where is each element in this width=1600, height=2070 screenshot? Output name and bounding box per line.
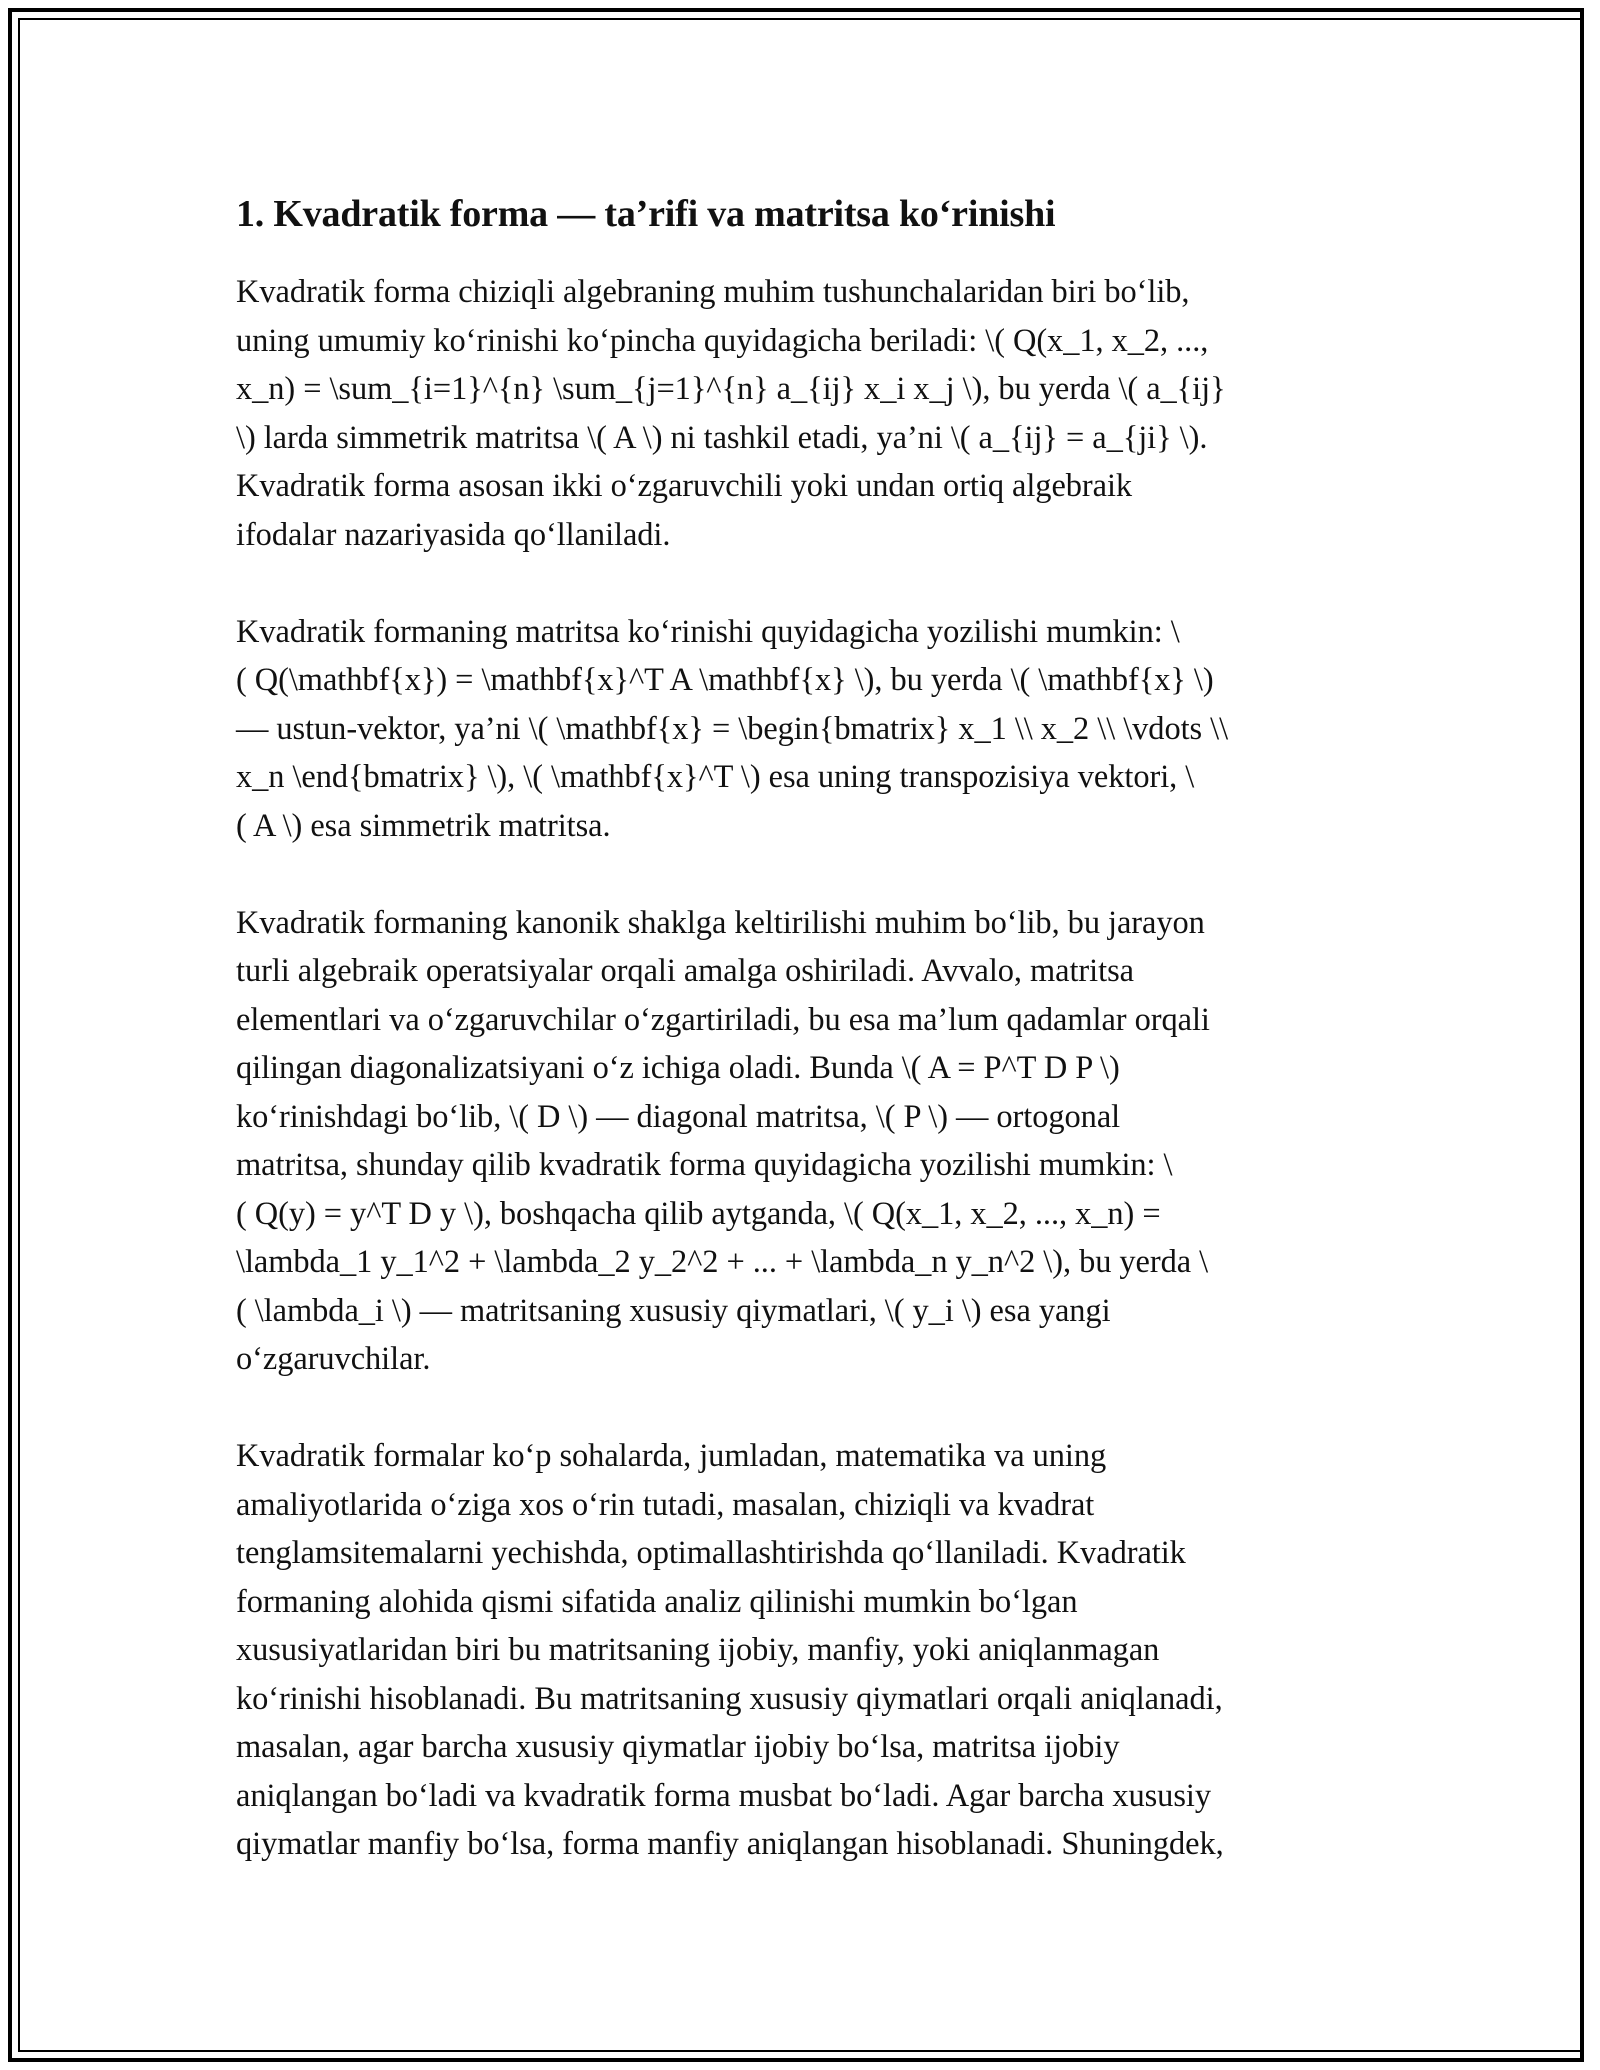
paragraph-line: turli algebraik operatsiyalar orqali amalga oshiriladi. Avvalo, matritsa bbox=[236, 953, 1134, 989]
paragraph-line: ( \lambda_i \) — matritsaning xususiy qiymatlari, \( y_i \) esa yangi bbox=[236, 1292, 1111, 1329]
paragraph-line: uning umumiy ko‘rinishi ko‘pincha quyidagicha beriladi: \( Q(x_1, x_2, ..., bbox=[236, 322, 1209, 359]
paragraph-list bbox=[236, 268, 1366, 1869]
paragraph-line: Kvadratik forma chiziqli algebraning muhim tushunchalaridan biri bo‘lib, bbox=[236, 274, 1190, 310]
paragraph-line: x_n) = \sum_{i=1}^{n} \sum_{j=1}^{n} a_{ij} x_i x_j \), bu yerda \( a_{ij} bbox=[236, 371, 1226, 407]
paragraph-line: ko‘rinishdagi bo‘lib, \( D \) — diagonal matritsa, \( P \) — ortogonal bbox=[236, 1098, 1121, 1135]
paragraph-line: qiymatlar manfiy bo‘lsa, forma manfiy aniqlangan hisoblanadi. Shuningdek, bbox=[236, 1826, 1224, 1862]
paragraph-line: ko‘rinishi hisoblanadi. Bu matritsaning xususiy qiymatlari orqali aniqlanadi, bbox=[236, 1680, 1223, 1717]
paragraph bbox=[236, 268, 1366, 559]
paragraph-line: matritsa, shunday qilib kvadratik forma quyidagicha yozilishi mumkin: \ bbox=[236, 1147, 1173, 1183]
paragraph-line: Kvadratik forma asosan ikki o‘zgaruvchili yoki undan ortiq algebraik bbox=[236, 468, 1133, 504]
paragraph-line: ( A \) esa simmetrik matritsa. bbox=[236, 807, 611, 844]
paragraph-line: formaning alohida qismi sifatida analiz qilinishi mumkin bo‘lgan bbox=[236, 1583, 1078, 1620]
paragraph-line: o‘zgaruvchilar. bbox=[236, 1341, 431, 1377]
paragraph-line: — ustun-vektor, ya’ni \( \mathbf{x} = \begin{bmatrix} x_1 \\ x_2 \\ \vdots \\ bbox=[236, 710, 1229, 747]
document-body bbox=[236, 186, 1366, 1917]
paragraph-line: \) larda simmetrik matritsa \( A \) ni tashkil etadi, ya’ni \( a_{ij} = a_{ji} \). bbox=[236, 419, 1208, 456]
paragraph-line: tenglamsitemalarni yechishda, optimallashtirishda qo‘llaniladi. Kvadratik bbox=[236, 1535, 1186, 1571]
paragraph-line: Kvadratik formaning matritsa ko‘rinishi quyidagicha yozilishi mumkin: \ bbox=[236, 613, 1180, 650]
paragraph-line: \lambda_1 y_1^2 + \lambda_2 y_2^2 + ... + \lambda_n y_n^2 \), bu yerda \ bbox=[236, 1244, 1209, 1280]
section-heading: 1. Kvadratik forma — ta’rifi va matritsa ko‘rinishi bbox=[236, 193, 1056, 235]
paragraph-line: Kvadratik formalar ko‘p sohalarda, jumladan, matematika va uning bbox=[236, 1438, 1107, 1474]
paragraph-line: ifodalar nazariyasida qo‘llaniladi. bbox=[236, 516, 671, 553]
paragraph-line: xususiyatlaridan biri bu matritsaning ijobiy, manfiy, yoki aniqlanmagan bbox=[236, 1632, 1160, 1668]
paragraph bbox=[236, 1432, 1366, 1869]
paragraph-line: masalan, agar barcha xususiy qiymatlar ijobiy bo‘lsa, matritsa ijobiy bbox=[236, 1729, 1120, 1765]
paragraph-line: qilingan diagonalizatsiyani o‘z ichiga oladi. Bunda \( A = P^T D P \) bbox=[236, 1050, 1120, 1086]
paragraph-line: x_n \end{bmatrix} \), \( \mathbf{x}^T \) esa uning transpozisiya vektori, \ bbox=[236, 759, 1195, 795]
paragraph bbox=[236, 899, 1366, 1384]
paragraph-line: amaliyotlarida o‘ziga xos o‘rin tutadi, masalan, chiziqli va kvadrat bbox=[236, 1486, 1095, 1523]
paragraph bbox=[236, 608, 1366, 851]
paragraph-line: ( Q(y) = y^T D y \), boshqacha qilib aytganda, \( Q(x_1, x_2, ..., x_n) = bbox=[236, 1195, 1161, 1232]
paragraph-line: Kvadratik formaning kanonik shaklga keltirilishi muhim bo‘lib, bu jarayon bbox=[236, 904, 1205, 941]
paragraph-line: ( Q(\mathbf{x}) = \mathbf{x}^T A \mathbf{x} \), bu yerda \( \mathbf{x} \) bbox=[236, 662, 1214, 698]
paragraph-line: elementlari va o‘zgaruvchilar o‘zgartiriladi, bu esa ma’lum qadamlar orqali bbox=[236, 1001, 1210, 1038]
paragraph-line: aniqlangan bo‘ladi va kvadratik forma musbat bo‘ladi. Agar barcha xususiy bbox=[236, 1777, 1211, 1814]
